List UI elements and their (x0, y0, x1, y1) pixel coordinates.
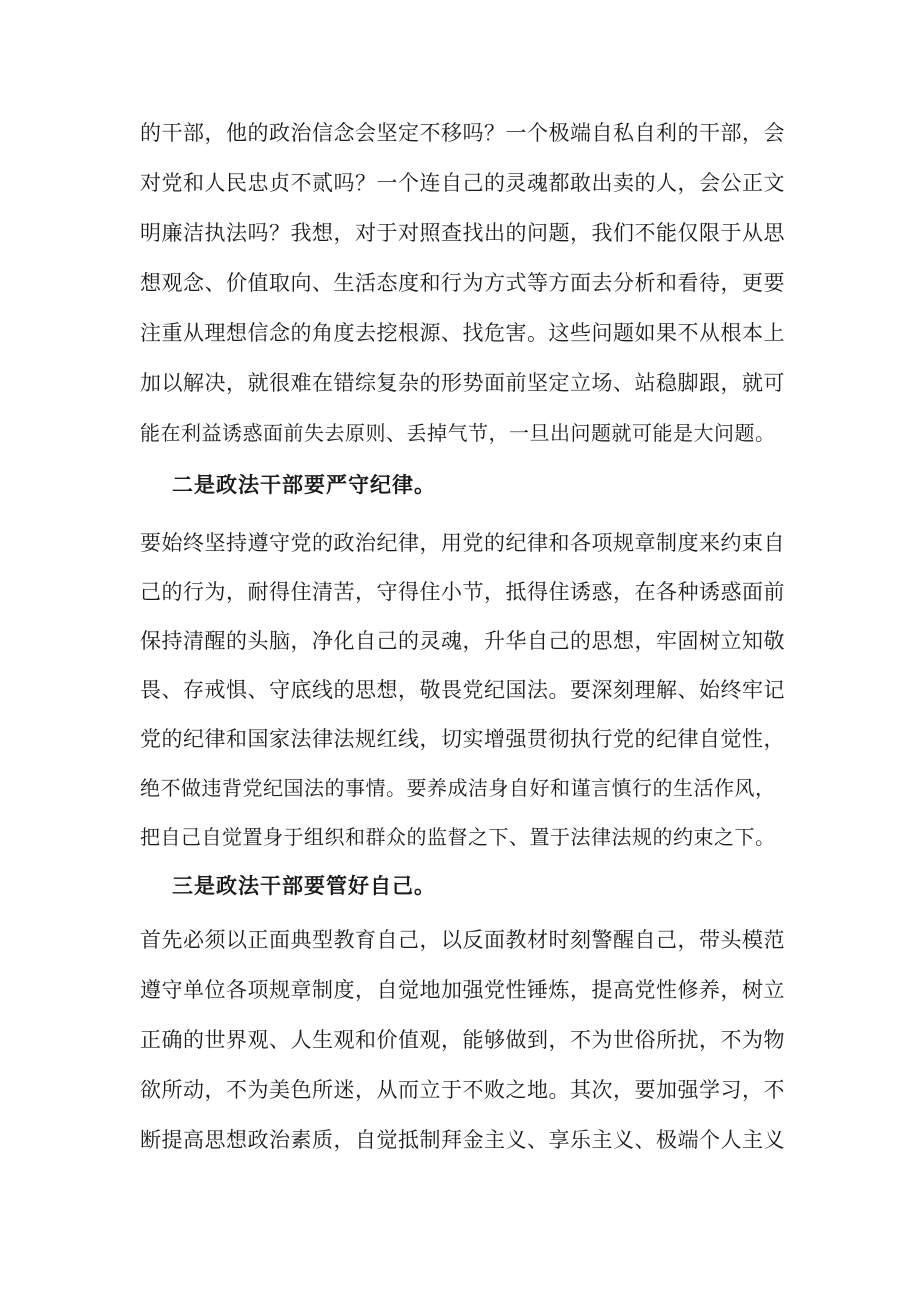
paragraph-3-line-1: 首先必须以正面典型教育自己，以反面教材时刻警醒自己，带头模范 (140, 928, 785, 952)
paragraph-3-line-3: 正确的世界观、人生观和价值观，能够做到，不为世俗所扰，不为物 (140, 1028, 785, 1052)
paragraph-1-line-5: 注重从理想信念的角度去挖根源、找危害。这些问题如果不从根本上 (140, 321, 785, 345)
paragraph-2-line-5: 党的纪律和国家法律法规红线，切实增强贯彻执行党的纪律自觉性， (140, 727, 785, 751)
paragraph-2-line-2: 己的行为，耐得住清苦，守得住小节，抵得住诱惑，在各种诱惑面前 (140, 580, 785, 604)
paragraph-3-line-4: 欲所动，不为美色所迷，从而立于不败之地。其次，要加强学习，不 (140, 1078, 785, 1102)
paragraph-1-line-1: 的干部，他的政治信念会坚定不移吗？一个极端自私自利的干部，会 (140, 121, 785, 145)
paragraph-1-line-6: 加以解决，就很难在错综复杂的形势面前坚定立场、站稳脚跟，就可 (140, 371, 785, 395)
paragraph-2-line-7: 把自己自觉置身于组织和群众的监督之下、置于法律法规的约束之下。 (140, 825, 776, 849)
paragraph-2-line-1: 要始终坚持遵守党的政治纪律，用党的纪律和各项规章制度来约束自 (140, 531, 785, 555)
section-heading-3: 三是政法干部要管好自己。 (172, 873, 436, 898)
paragraph-2-line-6: 绝不做违背党纪国法的事情。要养成洁身自好和谨言慎行的生活作风， (140, 776, 776, 800)
paragraph-2-line-4: 畏、存戒惧、守底线的思想，敬畏党纪国法。要深刻理解、始终牢记 (140, 678, 785, 702)
paragraph-3-line-2: 遵守单位各项规章制度，自觉地加强党性锤炼，提高党性修养，树立 (140, 978, 785, 1002)
paragraph-1-line-2: 对党和人民忠贞不贰吗？一个连自己的灵魂都敢出卖的人，会公正文 (140, 171, 785, 195)
paragraph-3-line-5: 断提高思想政治素质，自觉抵制拜金主义、享乐主义、极端个人主义 (140, 1128, 785, 1152)
paragraph-2-line-3: 保持清醒的头脑，净化自己的灵魂，升华自己的思想，牢固树立知敬 (140, 629, 785, 653)
section-heading-2: 二是政法干部要严守纪律。 (172, 472, 436, 497)
paragraph-1-line-3: 明廉洁执法吗？我想，对于对照查找出的问题，我们不能仅限于从思 (140, 221, 785, 245)
paragraph-1-line-4: 想观念、价值取向、生活态度和行为方式等方面去分析和看待，更要 (140, 271, 785, 295)
paragraph-1-line-7: 能在利益诱惑面前失去原则、丢掉气节，一旦出问题就可能是大问题。 (140, 421, 776, 445)
